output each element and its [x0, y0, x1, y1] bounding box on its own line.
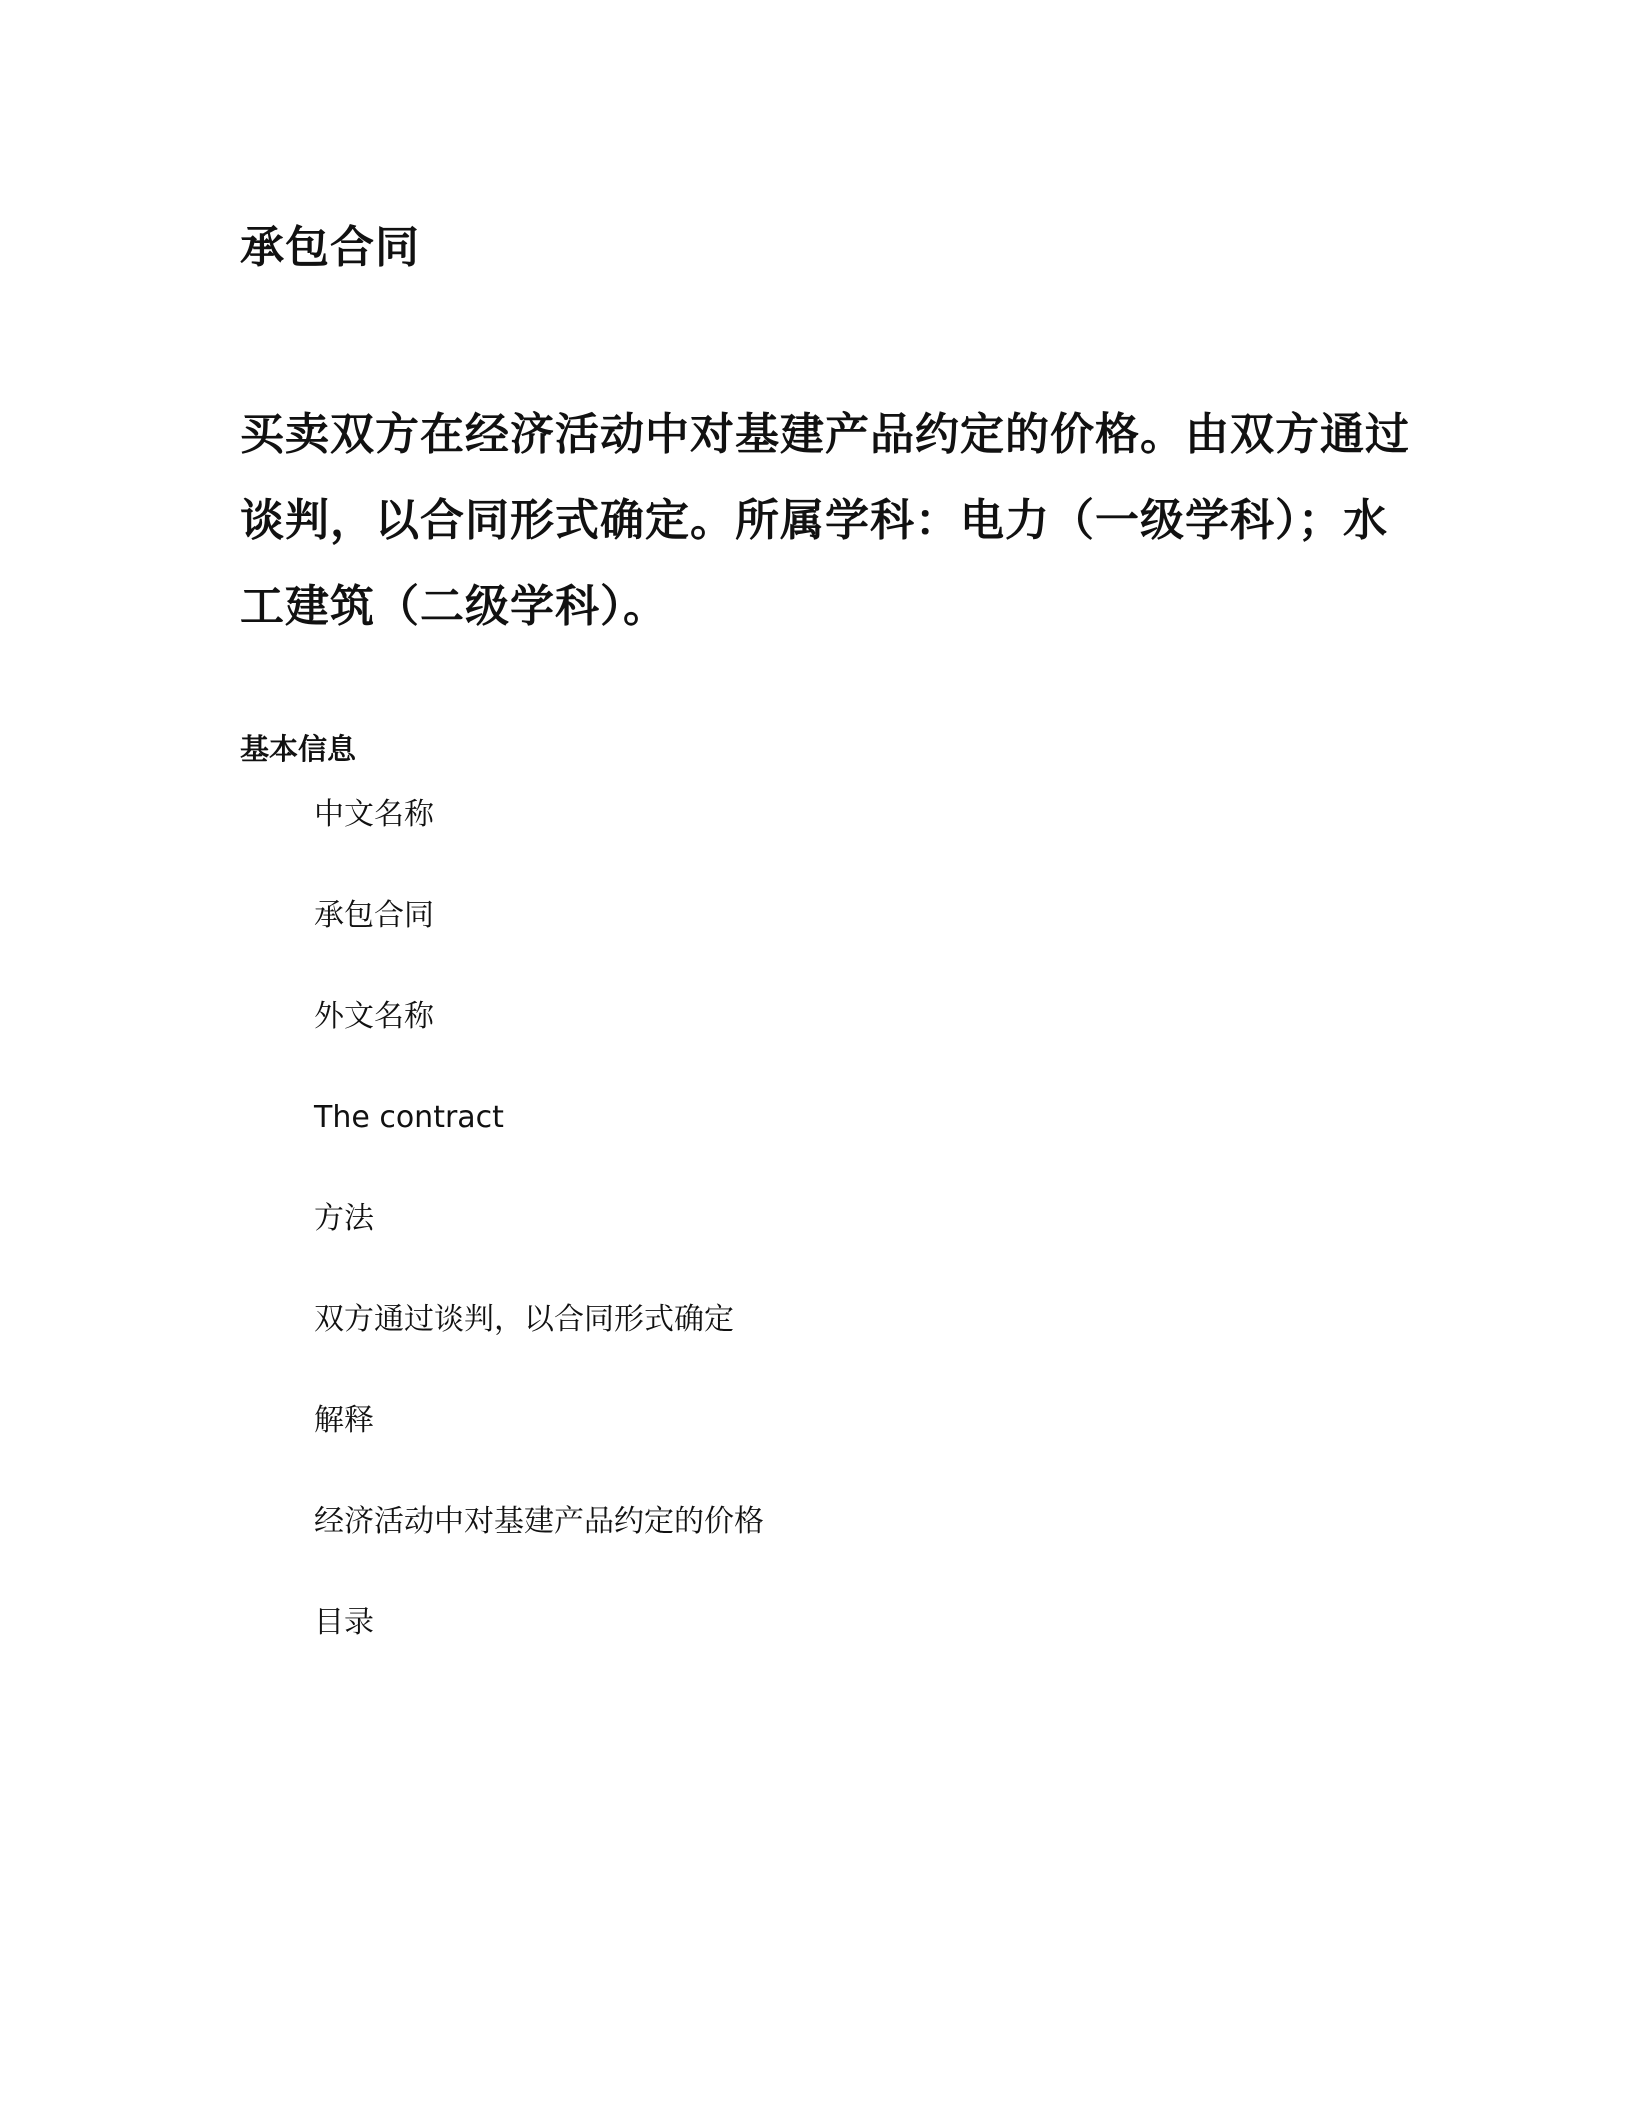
basic-info-list: [314, 795, 764, 1704]
document-title: 承包合同: [240, 222, 420, 273]
info-value-explanation: 经济活动中对基建产品约定的价格: [314, 1504, 764, 1539]
info-label-explanation: 解释: [314, 1403, 374, 1438]
info-label-method: 方法: [314, 1201, 374, 1236]
info-label-foreign-name: 外文名称: [314, 999, 434, 1034]
document-summary: 买卖双方在经济活动中对基建产品约定的价格。由双方通过谈判，以合同形式确定。所属学科：电力（一级学科）；水工建筑（二级学科）。: [240, 409, 1410, 632]
info-label-chinese-name: 中文名称: [314, 797, 434, 832]
info-value-foreign-name: The contract: [314, 1100, 504, 1135]
basic-info-heading: 基本信息: [240, 732, 357, 766]
info-value-method: 双方通过谈判，以合同形式确定: [314, 1302, 734, 1337]
info-value-chinese-name: 承包合同: [314, 898, 434, 933]
table-of-contents-heading: 目录: [314, 1605, 374, 1640]
